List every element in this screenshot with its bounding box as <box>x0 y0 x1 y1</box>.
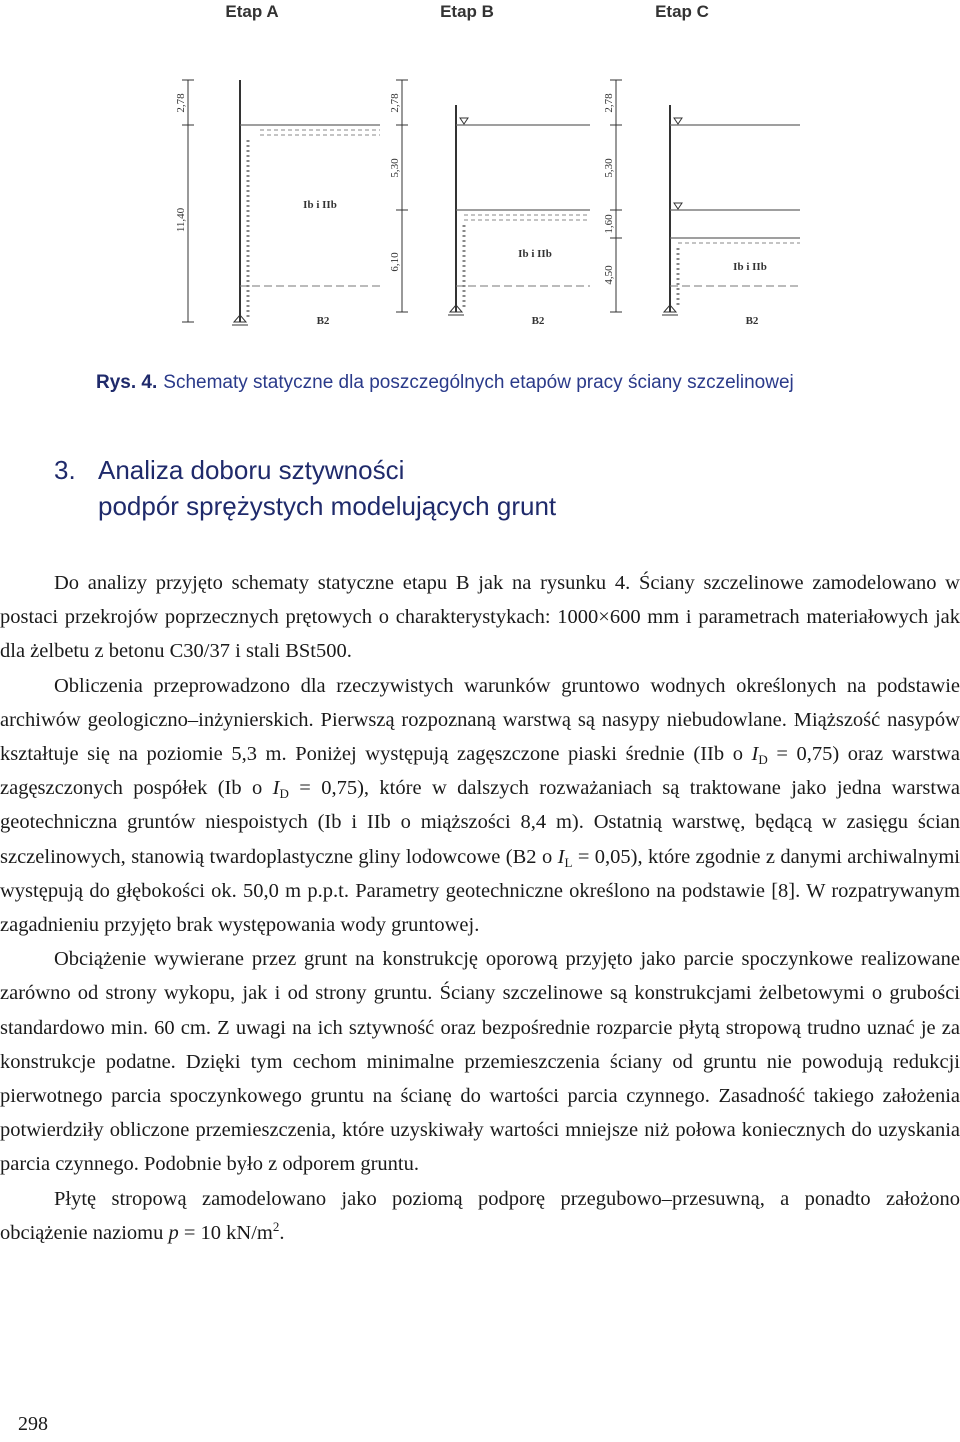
paragraph-4 <box>0 1182 960 1250</box>
paragraph-2-text-4: = 0,05), które zgodnie z danymi archiwalnymi występują do głębokości ok. 50,0 m p.p.t. Parametry geotechniczne określono na podstawie [8]. W rozpatrywanym zagadnieniu przyjęto brak występowania wody gruntowej. <box>0 845 960 937</box>
stage-c-bottom-label: B2 <box>745 315 759 327</box>
paragraph-2-text-3: = 0,75), które w dalszych rozważaniach są traktowane jako jedna warstwa geotechniczna gruntów niespoistych (Ib i IIb o miąższości 8,4 m). Ostatnią warstwę, będącą w zasięgu ścian szczelinowych, stanowią twardoplastyczne gliny lodowcowe (B2 o <box>0 777 960 868</box>
symbol-i: I <box>751 743 759 766</box>
paragraph-3-text: Obciążenie wywierane przez grunt na konstrukcję oporową przyjęto jako parcie spoczynkowe realizowane zarówno od strony wykopu, jak i od strony gruntu. Ściany szczelinowe są konstrukcjami żelbetowymi o grubości standardowo min. 60 cm. Z uwagi na ich sztywność oraz bezpośrednie rozparcie płytą stropową trudno uznać je za konstrukcje podatne. Dzięki tym cechom minimalne przemieszczenia ściany od gruntu nie powodują redukcji pierwotnego parcia spoczynkowego gruntu na ścianę do wartości parcia czynnego. Zasadność takiego założenia potwierdziły obliczone przemieszczenia, które uzyskiwały wartości mniejsze niż połowa koniecznych do uzyskania parcia czynnego. Podobnie było z odporem gruntu. <box>0 948 960 1176</box>
stage-b-title: Etap B <box>440 2 494 21</box>
stage-a-dim-1: 2,78 <box>175 93 187 113</box>
stage-c-dim-2: 5,30 <box>603 158 615 178</box>
symbol-i: I <box>272 777 280 800</box>
stage-c-soil-label: Ib i IIb <box>733 261 767 273</box>
symbol-i: I <box>557 845 565 868</box>
stage-a-soil-label: Ib i IIb <box>303 199 337 211</box>
section-title-line-1: Analiza doboru sztywności <box>98 455 405 485</box>
stage-a-title: Etap A <box>225 2 279 21</box>
subscript-l: L <box>564 854 573 870</box>
stage-b-dim-2: 5,30 <box>389 158 401 178</box>
paragraph-4-text-1: Płytę stropową zamodelowano jako poziomą podporę przegubowo–przesuwną, a ponadto założono obciążenie naziomu <box>0 1187 960 1244</box>
paragraph-2-text-2: = 0,75) oraz warstwa zagęszczonych pospółek (Ib o <box>0 743 960 800</box>
static-schemes-diagram <box>160 0 800 350</box>
paragraph-2-text-1: Obliczenia przeprowadzono dla rzeczywistych warunków gruntowo wodnych określonych na podstawie archiwów geologiczno–inżynierskich. Pierwszą rozpoznaną warstwą są nasypy niebudowlane. Miąższość nasypów kształtuje się na poziomie 5,3 m. Poniżej występują zagęszczone piaski średnie (IIb o <box>0 674 960 766</box>
stage-a-bottom-label: B2 <box>316 315 330 327</box>
stage-b-bottom-label: B2 <box>531 315 545 327</box>
figure-caption-label: Rys. 4. <box>96 372 158 393</box>
page-number: 298 <box>18 1413 48 1435</box>
paragraph-1-text: Do analizy przyjęto schematy statyczne etapu B jak na rysunku 4. Ściany szczelinowe zamodelowano w postaci przekrojów poprzecznych prętowych o charakterystykach: 1000×600 mm i parametrach materiałowych jak dla żelbetu z betonu C30/37 i stali BSt500. <box>0 572 960 663</box>
section-number: 3. <box>54 455 76 485</box>
stage-c-dim-1: 2,78 <box>603 93 615 113</box>
figure-caption-text: Schematy statyczne dla poszczególnych etapów pracy ściany szczelinowej <box>163 372 794 393</box>
stage-b-dim-1: 2,78 <box>389 93 401 113</box>
section-title-line-2: podpór sprężystych modelujących grunt <box>98 491 557 521</box>
symbol-p: p <box>168 1221 179 1244</box>
stage-c-dim-4: 4,50 <box>603 265 615 285</box>
figure-caption <box>96 372 794 394</box>
stage-c-scheme <box>610 80 800 315</box>
stage-c-dim-3: 1,60 <box>603 214 615 234</box>
superscript-2: 2 <box>272 1219 280 1235</box>
stage-b-dim-3: 6,10 <box>389 252 401 272</box>
paragraph-1 <box>0 566 960 669</box>
paragraph-4-text-2: = 10 kN/m <box>178 1221 273 1244</box>
stage-c-title: Etap C <box>655 2 709 21</box>
stage-a-dim-2: 11,40 <box>175 207 187 233</box>
subscript-d: D <box>279 786 289 802</box>
static-schemes-figure <box>160 0 800 350</box>
section-heading <box>54 452 556 524</box>
subscript-d: D <box>758 752 768 768</box>
stage-a-scheme <box>182 80 380 325</box>
body-text <box>0 566 960 1250</box>
paragraph-3 <box>0 942 960 1181</box>
paragraph-2 <box>0 669 960 943</box>
paragraph-4-text-3: . <box>279 1221 285 1244</box>
stage-b-scheme <box>396 80 590 315</box>
stage-b-soil-label: Ib i IIb <box>518 248 552 260</box>
